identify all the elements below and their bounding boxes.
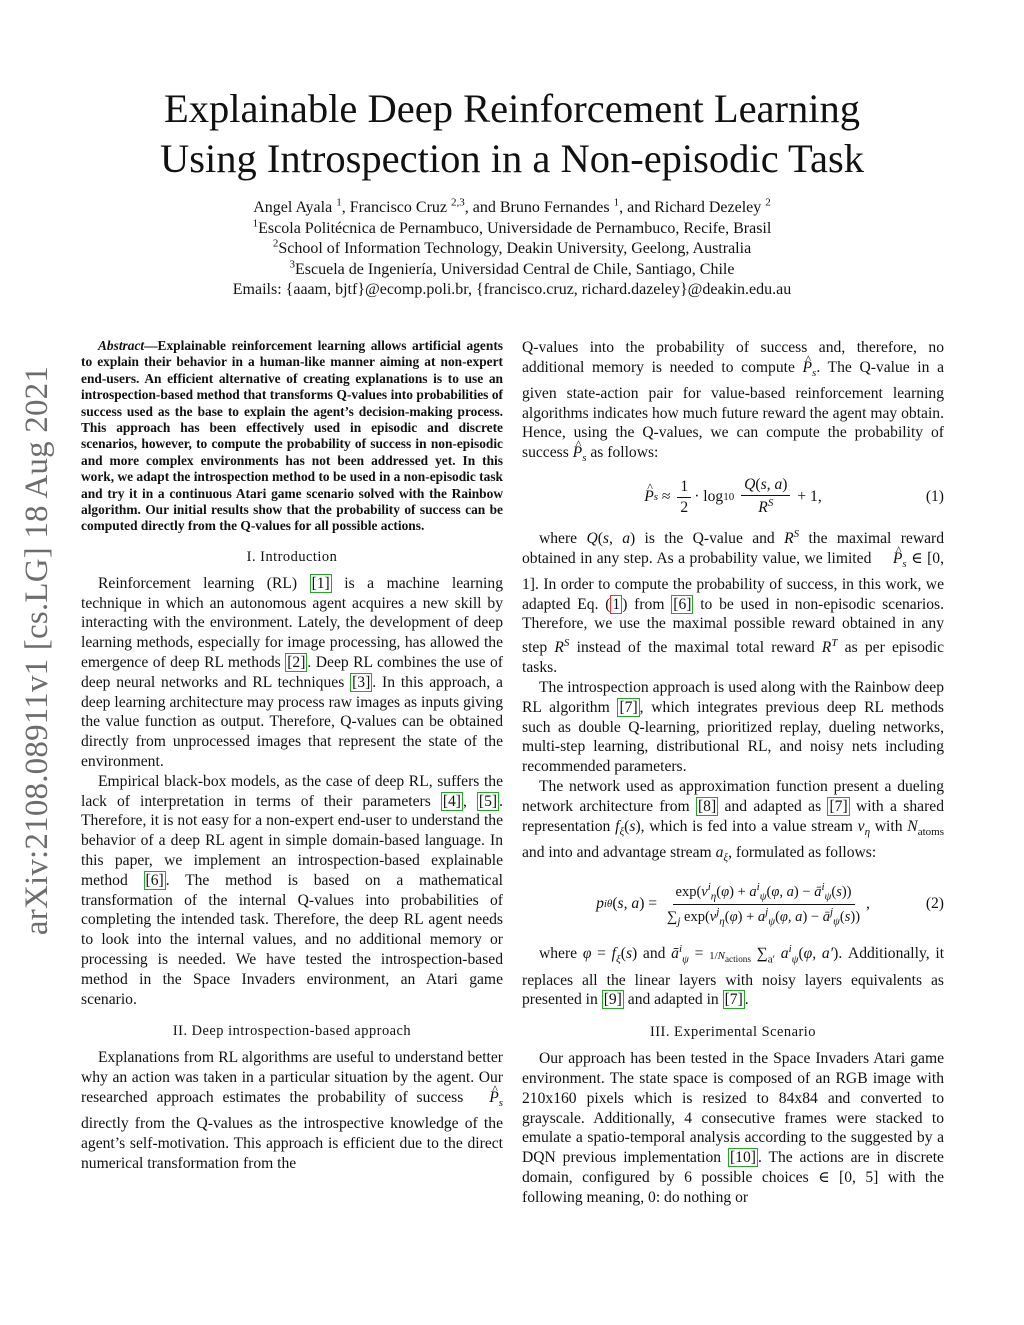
abstract-text: —Explainable reinforcement learning allows artificial agents to explain their behavior in a human-like manner aiming at non-expert end-users. An efficient alternative of creating explanations is to use an introspection-based method that transforms Q-values into probabilities of success used as the base to explain the agent’s decision-making process. This approach has been effectively used in episodic and discrete scenarios, however, to compute the probability of success in non-episodic and more complex environments has not been addressed yet. In this work, we adapt the introspection method to be used in a non-episodic task and try it in a continuous Atari game scenario solved with the Rainbow algorithm. Our initial results show that the probability of success can be computed directly from the Q-values for all possible actions. xyxy=(81,338,503,534)
equation-link[interactable]: 1 xyxy=(612,595,621,613)
section-heading-approach: II. Deep introspection-based approach xyxy=(172,1023,412,1040)
citation-link[interactable]: [9] xyxy=(603,991,622,1009)
abstract xyxy=(81,338,503,535)
paper-title xyxy=(100,84,924,184)
approach-paragraph-1: Explanations from RL algorithms are useful to understand better why an action was taken in a particular situation by the agent. Our researched approach estimates the probability of success ^ $P_s$ directly from the Q-values as the introspective knowledge of the agent’s self-motivation. This approach is efficient due to the direct numerical transformation from the xyxy=(81,1048,503,1173)
title-line-2: Using Introspection in a Non-episodic Task xyxy=(160,136,864,181)
citation-link[interactable]: [6] xyxy=(145,871,164,889)
approach-paragraph-5: where $\varphi = f_\xi(s)$ and $ā^i_\psi = 1/N_{actions}$ $\sum_{a'}$ $a^i_\psi(\varphi$, a′). Additionally, it replaces all the linear layers with noisy layers equivalents as presented in [9] and adapted in [7] . xyxy=(522,943,945,1009)
citation-link[interactable]: [4] xyxy=(442,792,461,810)
equation-2-number: (2) xyxy=(925,895,944,913)
approach-paragraph-continued: Q-values into the probability of success and, therefore, no additional memory is needed to compute ^ $P_s$. The Q-value in a given state-action pair for value-based reinforcement learning algorithms indicates how much future reward the agent may obtain. Hence, using the Q-values, we can compute the probability of success ^ $P_s$ as follows: xyxy=(522,338,944,469)
approach-paragraph-2: where Q(s, a) is the Q-value and $R^S$ the maximal reward obtained in any step. As a probability value, we limited ^ $P_s$ ∈ [0, 1]. In order to compute the probability of success, in this work, we adapted Eq. ( 1 ) from [6] to be used in non-episodic scenarios. Therefore, we use the maximal possible reward obtained in any step $R^S$ instead of the maximal total reward $R^T$ as per episodic tasks. xyxy=(522,525,944,678)
citation-link[interactable]: [8] xyxy=(697,797,717,815)
equation-2: p i θ ( s, a ) = $\frac{\exp(v^i_\eta(\varphi) + a^i_\psi(\varphi, a) - ā^i_\psi(s))}{\sum_j \exp(v^j_\eta(\varphi) + a^j_\psi(\varphi, a) - ā^j_\psi(s))}$ , (2) xyxy=(596,881,944,928)
section-heading-experimental: III. Experimental Scenario xyxy=(649,1024,817,1041)
affiliation-1: $^1$Escola Politécnica de Pernambuco, Universidade de Pernambuco, Recife, Brasil xyxy=(252,217,772,237)
citation-link[interactable]: [6] xyxy=(673,595,692,613)
title-line-1: Explainable Deep Reinforcement Learning xyxy=(163,86,861,131)
affiliation-2: $^2$School of Information Technology, Deakin University, Geelong, Australia xyxy=(272,237,752,258)
citation-link[interactable]: [1] xyxy=(311,574,330,592)
approach-paragraph-3: The introspection approach is used along with the Rainbow deep RL algorithm [7] , which integrates previous deep RL methods such as double Q-learning, prioritized replay, dueling networks, multi-step learning, distributional RL, and noisy nets including recommended parameters. xyxy=(522,679,944,776)
citation-link[interactable]: [7] xyxy=(829,797,848,815)
approach-paragraph-4: The network used as approximation function present a dueling network architecture from [8] and adapted as [7] with a shared representation $f_\xi(s)$, which is fed into a value stream $v_\eta$ with $N_{atoms}$ and into and advantage stream $a_\xi$, formulated as follows: xyxy=(522,778,944,864)
citation-link[interactable]: [7] xyxy=(619,698,638,716)
right-column xyxy=(522,338,944,1208)
arxiv-sidebar xyxy=(10,350,66,950)
equation-1-number: (1) xyxy=(925,488,944,505)
author-block xyxy=(100,198,924,301)
citation-link[interactable]: [2] xyxy=(287,654,306,672)
intro-paragraph-1: Reinforcement learning (RL) [1] is a machine learning technique in which an autonomous agent acquires a new skill by interacting with the environment. Lately, the development of deep learning methods, especially for image processing, has allowed the emergence of deep RL methods [2] . Deep RL combines the use of deep neural networks and RL techniques [3] . In this approach, a deep learning architecture may process raw images as inputs giving the value function as output. Therefore, Q-values can be obtained directly from unprocessed images that represent the state of the environment. xyxy=(81,574,503,771)
intro-paragraph-2: Empirical black-box models, as the case of deep RL, suffers the lack of interpretation in terms of their parameters [4] , [5] . Therefore, it is not easy for a non-expert end-user to understand the behavior of a deep RL agent in simple domain-based language. In this paper, we implement an introspection-based explainable method [6] . The method is based on a mathematical transformation of the internal Q-values into probabilities of completing the intended task. Therefore, the deep RL agent needs to look into the internal values, and no additional memory or processing is needed. We have tested the introspection-based method in the Space Invaders environment, an Atari game scenario. xyxy=(81,772,504,1008)
affiliation-3: $^3$Escuela de Ingeniería, Universidad Central de Chile, Santiago, Chile xyxy=(289,258,735,278)
arxiv-identifier: arXiv:2108.08911v1 [cs.LG] 18 Aug 2021 xyxy=(19,365,56,935)
left-column xyxy=(81,338,503,1173)
citation-link[interactable]: [7] xyxy=(724,991,743,1009)
experimental-paragraph-1: Our approach has been tested in the Space Invaders Atari game environment. The state space is composed of an RGB image with 210x160 pixels which is resized to 84x84 and converted to grayscale. Additionally, 4 consecutive frames were stacked to emulate a spatio-temporal analysis according to the suggested by a DQN previous implementation [10] . The actions are in discrete domain, configured by 6 possible choices ∈ [0, 5] with the following meaning, 0: do nothing or xyxy=(522,1050,944,1206)
emails: Emails: {aaam, bjtf}@ecomp.poli.br, {francisco.cruz, richard.dazeley}@deakin.edu.au xyxy=(232,281,792,299)
section-heading-introduction: I. Introduction xyxy=(246,548,338,565)
citation-link[interactable]: [5] xyxy=(478,792,498,810)
author-names: Angel Ayala $^1$, Francisco Cruz $^{2,3}$, and Bruno Fernandes $^1$, and Richard Dezeley $^2$ xyxy=(253,196,771,216)
citation-link[interactable]: [10] xyxy=(729,1149,756,1167)
abstract-label: Abstract xyxy=(98,338,145,353)
equation-1: ^ P s ≈ $\frac{1}{2}$ · log 10 $\frac{Q(s, a)}{R^S}$ + 1, (1) xyxy=(522,469,944,525)
citation-link[interactable]: [3] xyxy=(352,673,371,691)
